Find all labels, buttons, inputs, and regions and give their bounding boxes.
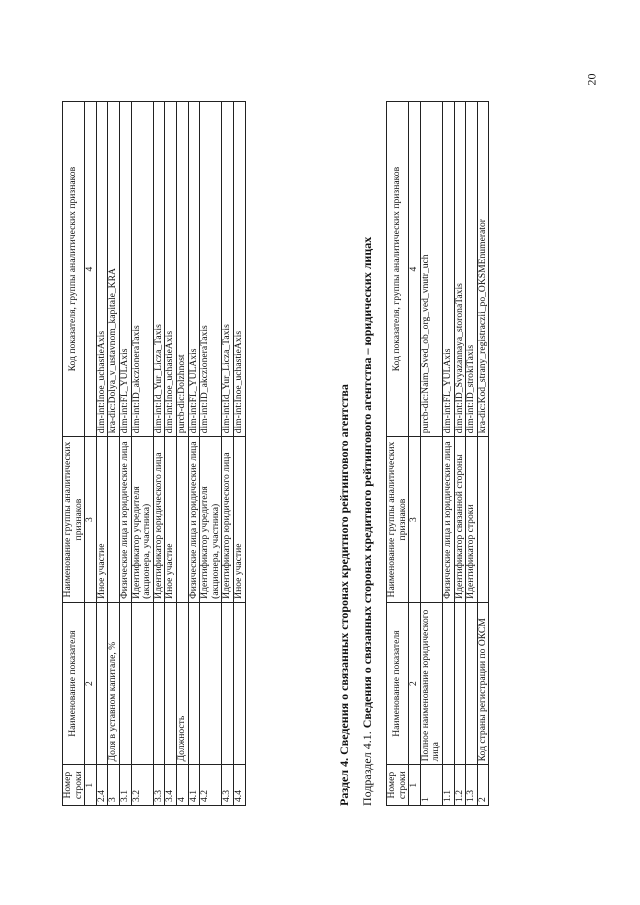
cell: 4.3 [222,765,234,806]
table-row [466,102,478,806]
cell: 4.1 [188,765,200,806]
cell: dim-int:Id_Yur_Licza_Taxis [222,102,234,437]
cell: Доля в уставном капитале, % [108,602,120,765]
cell [96,602,108,765]
cell: Идентификатор юридического лица [222,437,234,603]
table-column-numbers [85,102,97,806]
cell: kra-dic:Kod_strany_registraczii_po_OKSMEnumerator [477,102,489,437]
header-indicator-name: Наименование показателя [63,602,85,765]
cell: 1.3 [466,765,478,806]
cell: Код страны регистрации по ОКСМ [477,602,489,765]
header-code: Код показателя, группы аналитических признаков [387,102,409,437]
cell [454,602,466,765]
cell [420,437,442,603]
cell: dim-int:FL_YULAxis [188,102,200,437]
table-related-parties-shares [62,101,246,806]
column-number: 2 [85,602,97,765]
cell: dim-int:Id_Yur_Licza_Taxis [153,102,165,437]
cell: 3.3 [153,765,165,806]
table-header-row [63,102,85,806]
cell: 2 [477,765,489,806]
column-number: 3 [409,437,421,603]
cell [233,602,245,765]
page-number: 20 [584,73,599,86]
cell [176,437,188,603]
cell: 3.2 [131,765,153,806]
cell: Идентификатор учредителя (акционера, участника) [131,437,153,603]
cell: dim-int:FL_YULAxis [442,102,454,437]
cell: dim-int:ID_akczioneraTaxis [131,102,153,437]
cell: 4.2 [200,765,222,806]
table-row [233,102,245,806]
table-row [188,102,200,806]
cell: Идентификатор учредителя (акционера, участника) [200,437,222,603]
cell: Должность [176,602,188,765]
rotated-page-content [54,93,574,814]
cell: 1.2 [454,765,466,806]
table-row [119,102,131,806]
column-number: 4 [85,102,97,437]
table-row [165,102,177,806]
section-title: Раздел 4. Сведения о связанных сторонах кредитного рейтингового агентства [337,384,351,806]
table-row [454,102,466,806]
cell: Идентификатор строки [466,437,478,603]
cell: Идентификатор юридического лица [153,437,165,603]
column-number: 1 [85,765,97,806]
cell: dim-int:Inoe_uchastieAxis [165,102,177,437]
cell: 3 [108,765,120,806]
cell [477,437,489,603]
cell: dim-int:FL_YULAxis [119,102,131,437]
cell: purcb-dic:Dolzhnost [176,102,188,437]
cell: dim-int:Inoe_uchastieAxis [96,102,108,437]
cell: dim-int:ID_Svyazannaya_storonaTaxis [454,102,466,437]
header-group-name: Наименование группы аналитических признаков [63,437,85,603]
column-number: 3 [85,437,97,603]
cell: 3.1 [119,765,131,806]
subsection-title [360,237,374,806]
table-row [108,102,120,806]
table-column-numbers [409,102,421,806]
cell: Иное участие [233,437,245,603]
column-number: 2 [409,602,421,765]
cell [442,602,454,765]
cell: 3.4 [165,765,177,806]
table-row [442,102,454,806]
header-indicator-name: Наименование показателя [387,602,409,765]
cell: Иное участие [96,437,108,603]
cell [131,602,153,765]
cell [108,437,120,603]
cell [153,602,165,765]
column-number: 1 [409,765,421,806]
cell: 1 [420,765,442,806]
cell: Полное наименование юридического лица [420,602,442,765]
table-row [131,102,153,806]
table-row [477,102,489,806]
header-code: Код показателя, группы аналитических признаков [63,102,85,437]
cell: Физические лица и юридические лица [119,437,131,603]
cell: dim-int:ID_akczioneraTaxis [200,102,222,437]
subsection-heading: Сведения о связанных сторонах кредитного рейтингового агентства – юридических лицах [360,236,374,729]
table-related-legal-entities [386,101,489,806]
cell: kra-dic:Dolya_v_ustavnom_kapitale_KRA [108,102,120,437]
cell: Идентификатор связанной стороны [454,437,466,603]
cell: dim-int:Inoe_uchastieAxis [233,102,245,437]
header-group-name: Наименование группы аналитических признаков [387,437,409,603]
cell: Физические лица и юридические лица [188,437,200,603]
cell: dim-int:ID_strokiTaxis [466,102,478,437]
cell: purcb-dic:Naim_Sved_ob_org_ved_vnutr_uch [420,102,442,437]
cell [165,602,177,765]
cell: Физические лица и юридические лица [442,437,454,603]
cell: 4 [176,765,188,806]
table-row [222,102,234,806]
table-header-row [387,102,409,806]
cell: Иное участие [165,437,177,603]
subsection-prefix: Подраздел 4.1. [360,728,374,806]
cell [119,602,131,765]
cell [466,602,478,765]
table-row [200,102,222,806]
column-number: 4 [409,102,421,437]
header-row-number: Номер строки [387,765,409,806]
cell [188,602,200,765]
cell: 4.4 [233,765,245,806]
cell [200,602,222,765]
table-row [176,102,188,806]
header-row-number: Номер строки [63,765,85,806]
table-row [153,102,165,806]
cell: 2.4 [96,765,108,806]
cell: 1.1 [442,765,454,806]
table-row [420,102,442,806]
table-row [96,102,108,806]
cell [222,602,234,765]
